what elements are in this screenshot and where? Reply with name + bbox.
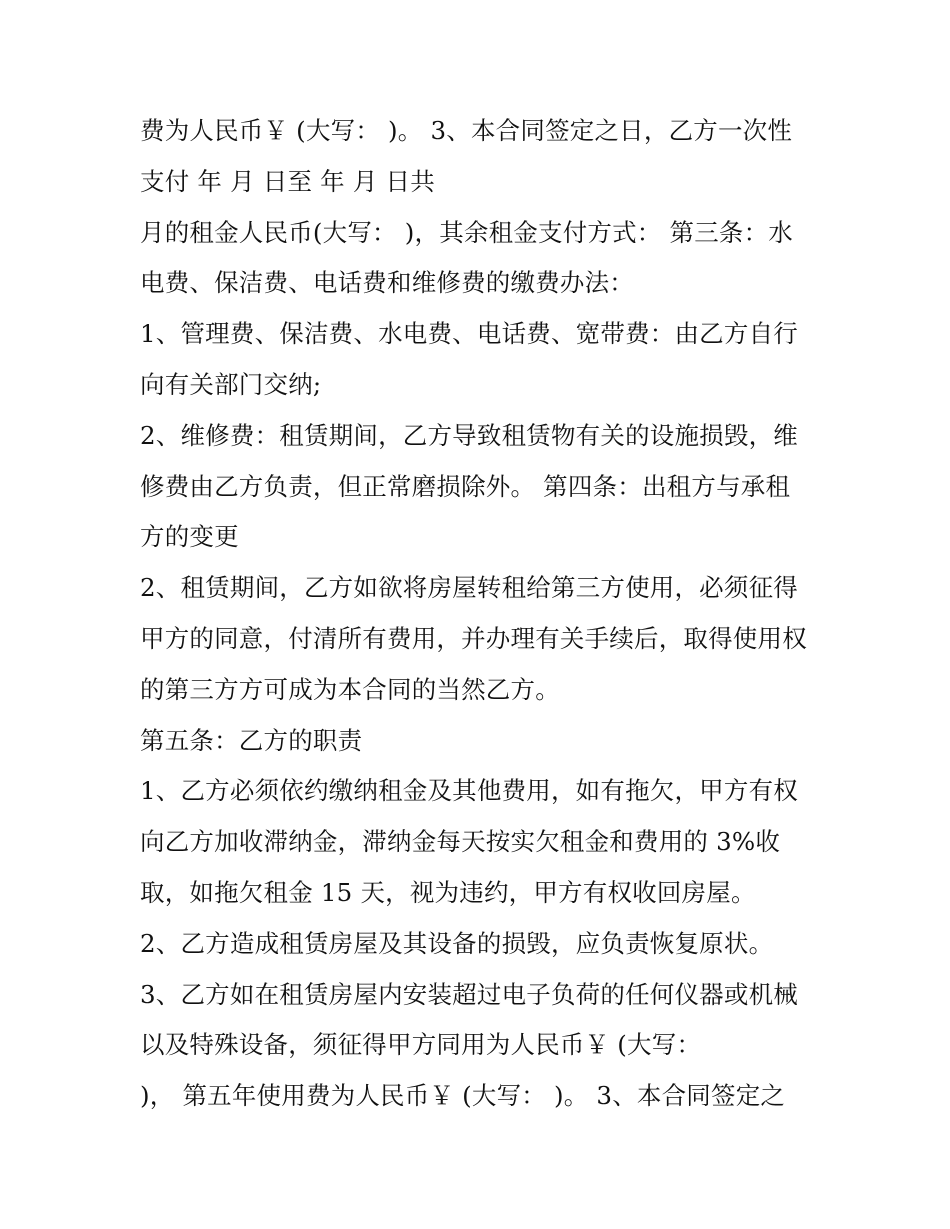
- section-heading: 第五条：乙方的职责: [140, 725, 363, 755]
- text-line: 2、租赁期间，乙方如欲将房屋转租给第三方使用，必须征得: [140, 573, 798, 603]
- text-line: 的第三方方可成为本合同的当然乙方。: [140, 674, 560, 704]
- text-line: 修费由乙方负责，但正常磨损除外。 第四条：出租方与承租: [140, 471, 791, 501]
- text-line: 支付 年 月 日至 年 月 日共: [140, 166, 435, 196]
- text-line: 以及特殊设备，须征得甲方同用为人民币￥ (大写：: [140, 1030, 702, 1060]
- text-line: )， 第五年使用费为人民币￥ (大写： )。 3、本合同签定之: [140, 1081, 786, 1111]
- text-line: 2、乙方造成租赁房屋及其设备的损毁，应负责恢复原状。: [140, 928, 774, 958]
- text-line: 3、乙方如在租赁房屋内安装超过电子负荷的任何仪器或机械: [140, 979, 798, 1009]
- contract-text: [140, 106, 840, 1122]
- text-line: 向乙方加收滞纳金，滞纳金每天按实欠租金和费用的 3%收: [140, 827, 781, 857]
- text-line: 2、维修费：租赁期间，乙方导致租赁物有关的设施损毁，维: [140, 420, 798, 450]
- text-line: 方的变更: [140, 522, 239, 552]
- text-line: 月的租金人民币(大写： )，其余租金支付方式： 第三条：水: [140, 217, 793, 247]
- text-line: 电费、保洁费、电话费和维修费的缴费办法：: [140, 268, 634, 298]
- text-line: 1、乙方必须依约缴纳租金及其他费用，如有拖欠，甲方有权: [140, 776, 798, 806]
- text-line: 甲方的同意，付清所有费用，并办理有关手续后，取得使用权: [140, 623, 807, 653]
- text-line: 取，如拖欠租金 15 天，视为违约，甲方有权收回房屋。: [140, 877, 756, 907]
- text-line: 向有关部门交纳;: [140, 369, 322, 399]
- text-line: 1、管理费、保洁费、水电费、电话费、宽带费：由乙方自行: [140, 319, 798, 349]
- text-line: 费为人民币￥ (大写： )。 3、本合同签定之日，乙方一次性: [140, 116, 793, 145]
